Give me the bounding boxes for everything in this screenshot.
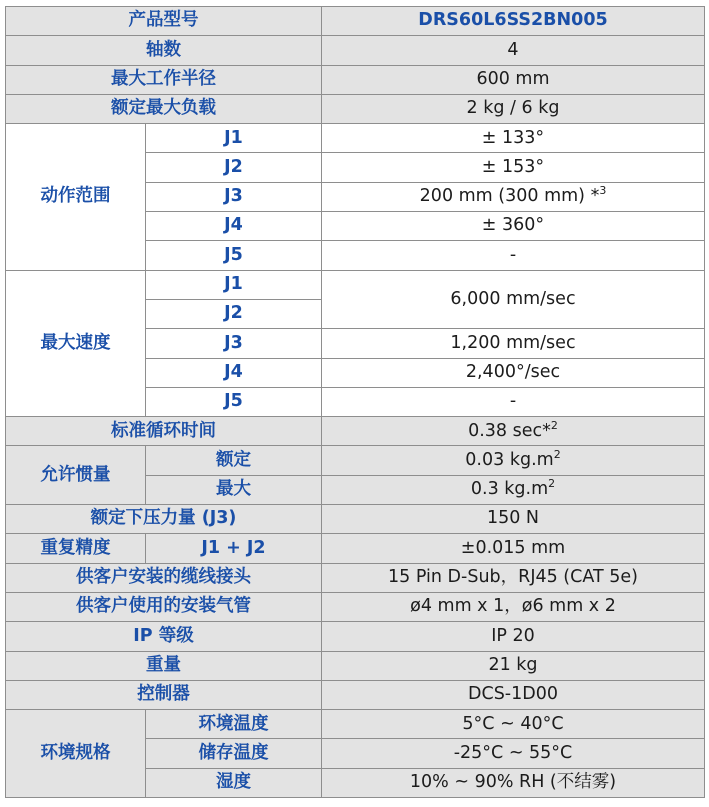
environment-row-operating: [6, 710, 705, 739]
inertia-max-exponent: 2: [548, 477, 556, 491]
operating-temp-value: 5°C ~ 40°C: [322, 710, 705, 739]
motion-range-label: 动作范围: [6, 124, 146, 270]
weight-row: [6, 651, 705, 680]
environment-label: 环境规格: [6, 710, 146, 798]
model-value: DRS60L6SS2BN005: [322, 7, 705, 36]
inertia-max-label: 最大: [146, 475, 322, 504]
speed-j5-label: J5: [146, 387, 322, 416]
speed-j4-label: J4: [146, 358, 322, 387]
cycle-time-row: [6, 417, 705, 446]
weight-label: 重量: [6, 651, 322, 680]
max-radius-row: [6, 65, 705, 94]
header-row: [6, 7, 705, 36]
inertia-rated-value: 0.03 kg.m: [465, 449, 554, 470]
inertia-rated-label: 额定: [146, 446, 322, 475]
cycle-time-value: 0.38 sec*: [468, 420, 551, 441]
payload-row: [6, 94, 705, 123]
humidity-value: 10% ~ 90% RH (不结雾): [322, 768, 705, 797]
operating-temp-label: 环境温度: [146, 710, 322, 739]
motion-j3-cell: [322, 182, 705, 211]
controller-row: [6, 680, 705, 709]
ip-rating-row: [6, 622, 705, 651]
storage-temp-value: -25°C ~ 55°C: [322, 739, 705, 768]
speed-j4-value: 2,400°/sec: [322, 358, 705, 387]
motion-j5-label: J5: [146, 241, 322, 270]
cycle-time-label: 标准循环时间: [6, 417, 322, 446]
motion-range-row-j1: [6, 124, 705, 153]
storage-temp-label: 储存温度: [146, 739, 322, 768]
inertia-rated-exponent: 2: [553, 447, 561, 461]
speed-j5-value: -: [322, 387, 705, 416]
cycle-time-cell: [322, 417, 705, 446]
inertia-max-cell: [322, 475, 705, 504]
model-label: 产品型号: [6, 7, 322, 36]
speed-j1-j2-value: 6,000 mm/sec: [322, 270, 705, 329]
downforce-row: [6, 505, 705, 534]
axes-row: [6, 36, 705, 65]
weight-value: 21 kg: [322, 651, 705, 680]
repeatability-row: [6, 534, 705, 563]
motion-j1-value: ± 133°: [322, 124, 705, 153]
ip-rating-label: IP 等级: [6, 622, 322, 651]
payload-label: 额定最大负载: [6, 94, 322, 123]
speed-j3-value: 1,200 mm/sec: [322, 329, 705, 358]
inertia-row-rated: [6, 446, 705, 475]
motion-j3-label: J3: [146, 182, 322, 211]
motion-j3-footnote: 3: [599, 184, 607, 198]
controller-label: 控制器: [6, 680, 322, 709]
downforce-label: 额定下压力量 (J3): [6, 505, 322, 534]
max-speed-row-j1: [6, 270, 705, 299]
repeatability-value: ±0.015 mm: [322, 534, 705, 563]
motion-j5-value: -: [322, 241, 705, 270]
max-radius-value: 600 mm: [322, 65, 705, 94]
axes-label: 轴数: [6, 36, 322, 65]
motion-j2-label: J2: [146, 153, 322, 182]
cycle-time-footnote: 2: [550, 418, 558, 432]
speed-j1-label: J1: [146, 270, 322, 299]
max-speed-label: 最大速度: [6, 270, 146, 416]
axes-value: 4: [322, 36, 705, 65]
max-radius-label: 最大工作半径: [6, 65, 322, 94]
cable-connector-label: 供客户安装的缆线接头: [6, 563, 322, 592]
air-tube-row: [6, 592, 705, 621]
repeatability-label: 重复精度: [6, 534, 146, 563]
cable-connector-row: [6, 563, 705, 592]
motion-j3-value: 200 mm (300 mm) *: [419, 186, 600, 207]
ip-rating-value: IP 20: [322, 622, 705, 651]
repeatability-sub-label: J1 + J2: [146, 534, 322, 563]
humidity-label: 湿度: [146, 768, 322, 797]
spec-table: [5, 6, 705, 798]
motion-j4-value: ± 360°: [322, 212, 705, 241]
speed-j2-label: J2: [146, 299, 322, 328]
motion-j1-label: J1: [146, 124, 322, 153]
motion-j4-label: J4: [146, 212, 322, 241]
inertia-label: 允许惯量: [6, 446, 146, 505]
payload-value: 2 kg / 6 kg: [322, 94, 705, 123]
downforce-value: 150 N: [322, 505, 705, 534]
controller-value: DCS-1D00: [322, 680, 705, 709]
motion-j2-value: ± 153°: [322, 153, 705, 182]
inertia-max-value: 0.3 kg.m: [470, 479, 549, 500]
air-tube-value: ø4 mm x 1，ø6 mm x 2: [322, 592, 705, 621]
cable-connector-value: 15 Pin D-Sub，RJ45 (CAT 5e): [322, 563, 705, 592]
speed-j3-label: J3: [146, 329, 322, 358]
air-tube-label: 供客户使用的安装气管: [6, 592, 322, 621]
inertia-rated-cell: [322, 446, 705, 475]
